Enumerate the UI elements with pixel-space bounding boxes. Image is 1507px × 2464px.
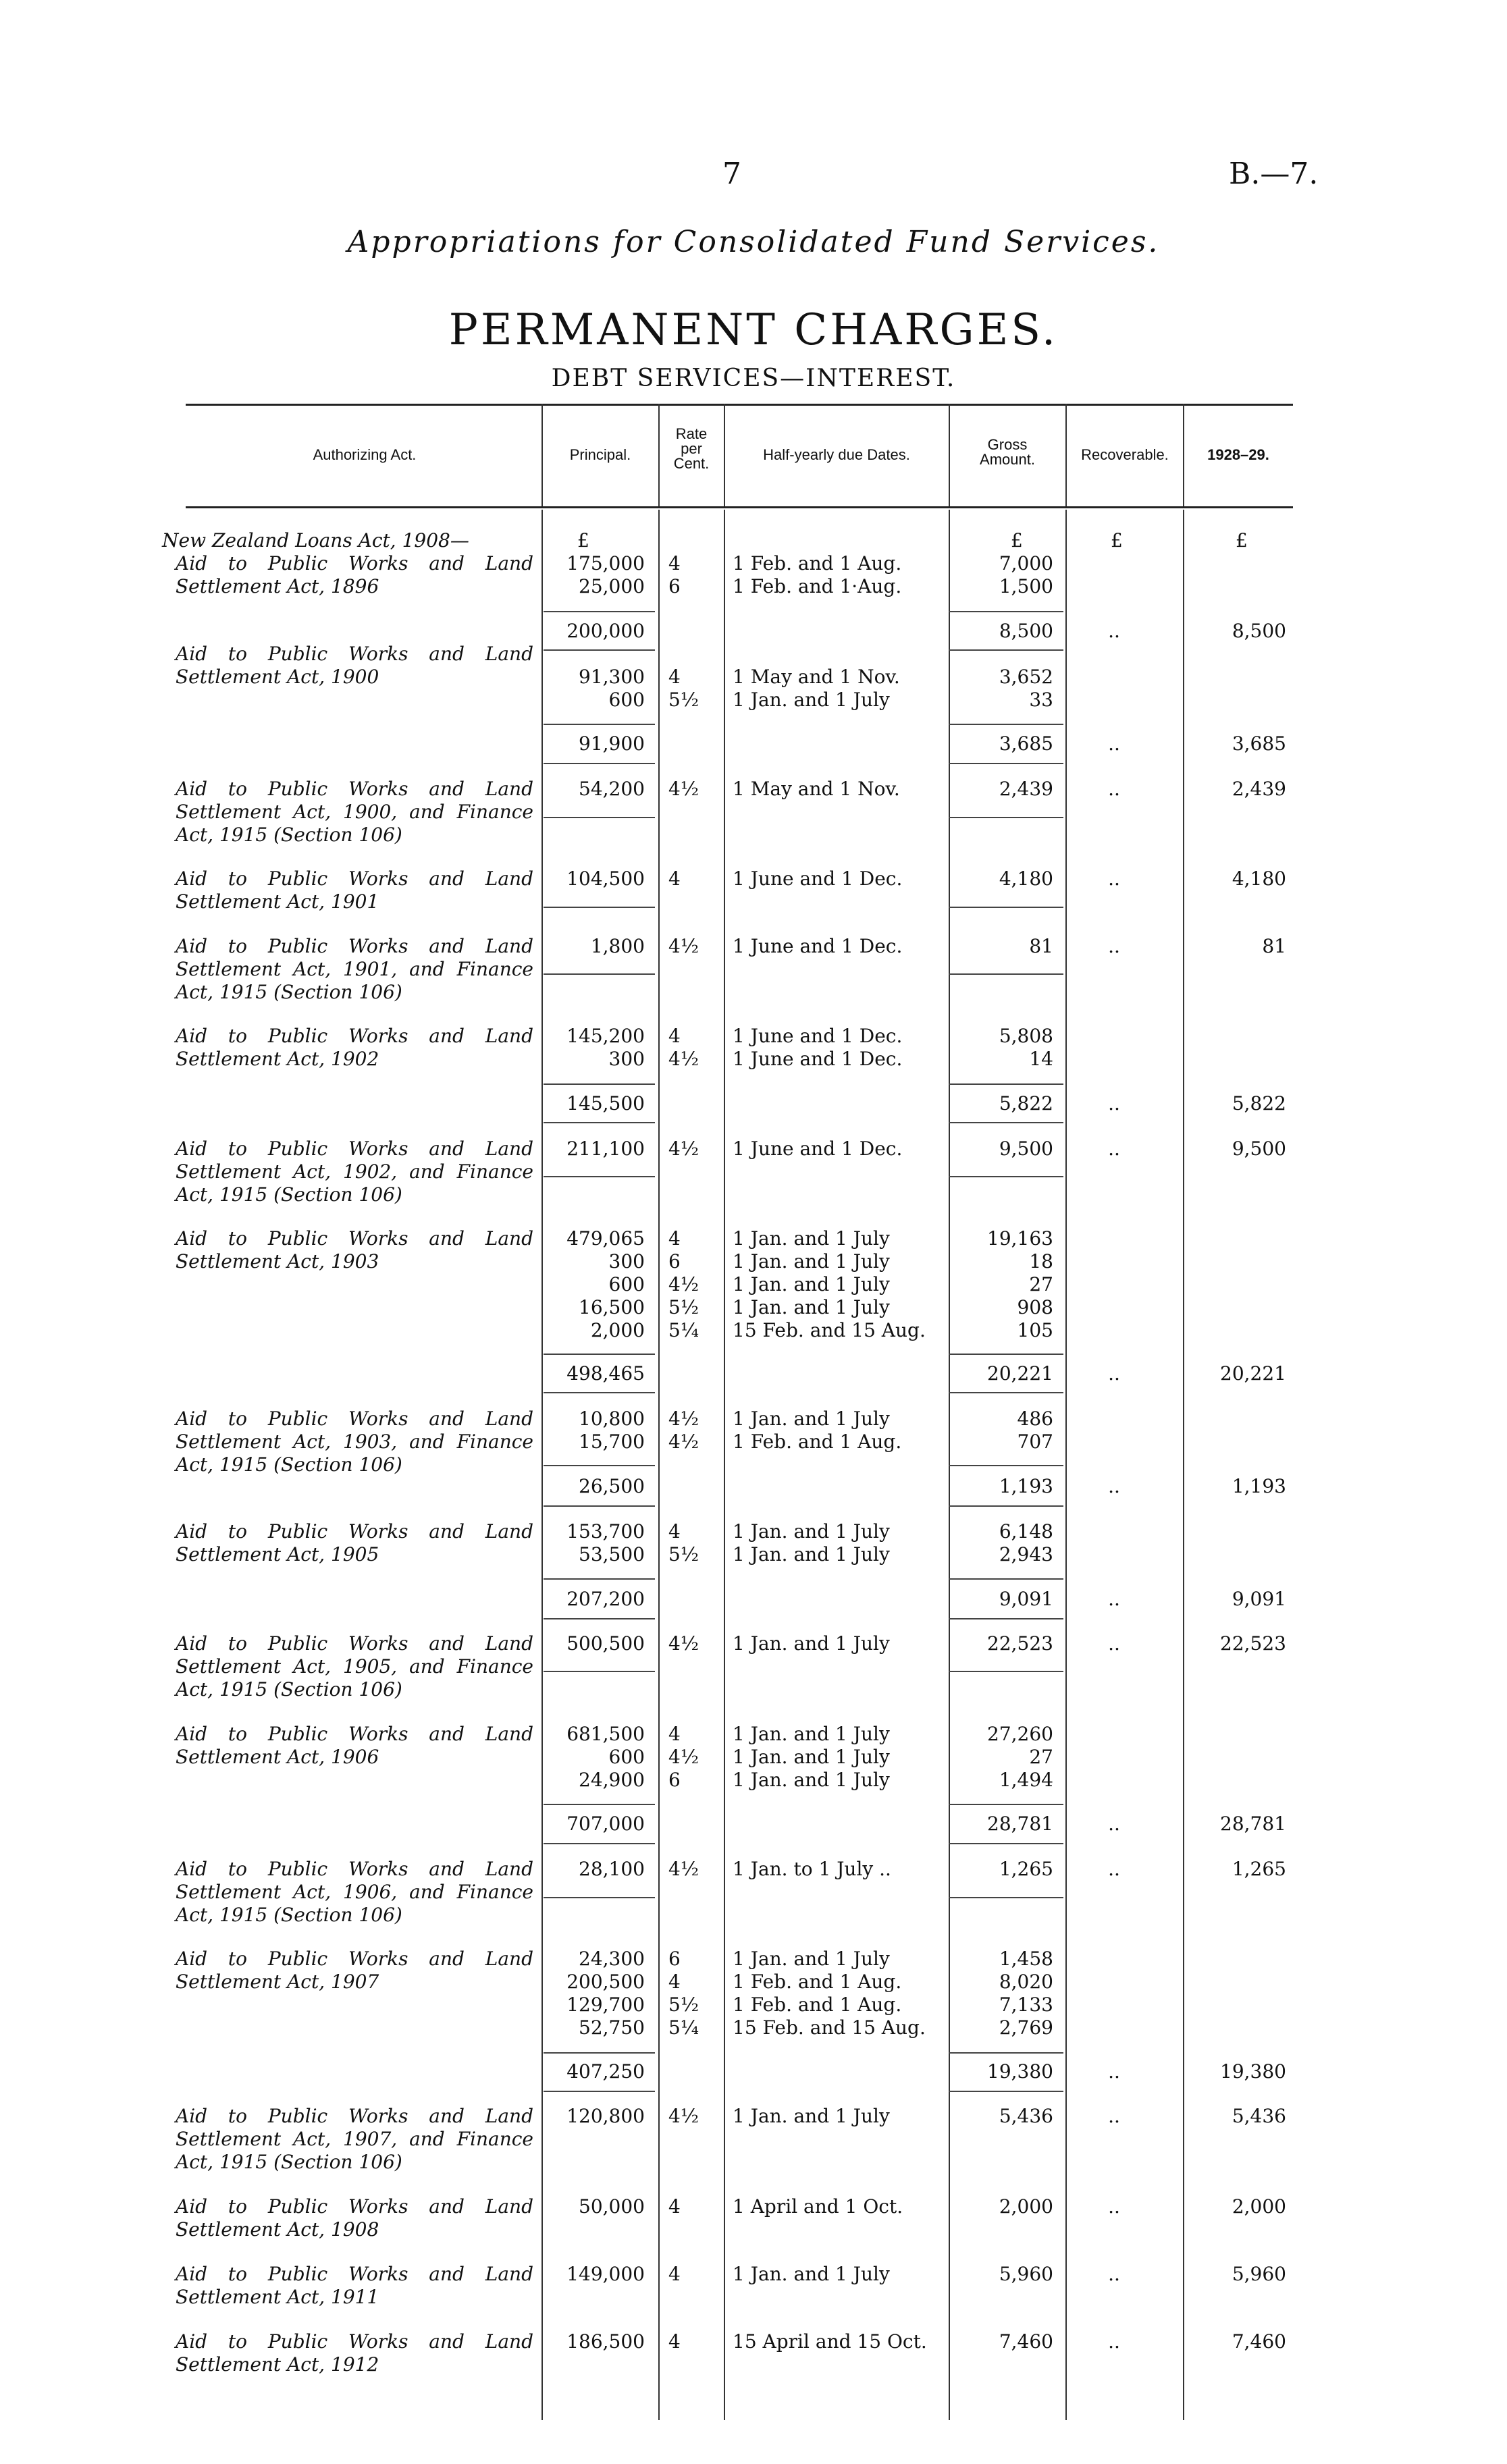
act-name: Aid to Public Works and Land Settlement Act, 1911 xyxy=(176,2263,533,2308)
rate: 4½ xyxy=(668,1632,699,1655)
due-dates: 1 Jan. and 1 July xyxy=(733,1723,890,1745)
principal: 91,300 xyxy=(579,666,645,688)
principal: 120,800 xyxy=(566,2105,645,2127)
year-amount: 9,091 xyxy=(1232,1588,1286,1610)
principal: 1,800 xyxy=(590,935,645,957)
rate: 4½ xyxy=(668,1137,699,1160)
row-rule xyxy=(949,907,1063,908)
gross-amount: 2,439 xyxy=(999,778,1053,800)
column-divider xyxy=(724,510,725,2420)
unit-gross: £ xyxy=(1011,529,1023,552)
act-name: Aid to Public Works and Land Settlement Act, 1901, and Finance Act, 1915 (Section 106) xyxy=(176,935,533,1003)
year-amount: 5,960 xyxy=(1232,2263,1286,2285)
principal: 54,200 xyxy=(579,778,645,800)
rate: 5¼ xyxy=(668,2016,699,2039)
gross-amount: 5,960 xyxy=(999,2263,1053,2285)
due-dates: 1 June and 1 Dec. xyxy=(733,935,903,957)
due-dates: 1 June and 1 Dec. xyxy=(733,867,903,890)
gross-total: 20,221 xyxy=(987,1362,1053,1385)
subtotal-rule xyxy=(949,1083,1063,1085)
rate: 4 xyxy=(668,666,681,688)
gross-amount: 5,436 xyxy=(999,2105,1053,2127)
subtotal-rule xyxy=(544,1505,655,1507)
act-name: Aid to Public Works and Land Settlement Act, 1905, and Finance Act, 1915 (Section 106) xyxy=(176,1632,533,1700)
principal: 145,200 xyxy=(566,1025,645,1047)
principal: 25,000 xyxy=(579,575,645,597)
gross-amount: 1,494 xyxy=(999,1769,1053,1791)
gross-total: 5,822 xyxy=(999,1092,1053,1115)
act-name: Aid to Public Works and Land Settlement Act, 1905 xyxy=(176,1520,533,1565)
subtotal-rule xyxy=(544,1843,655,1844)
year-amount: 28,781 xyxy=(1220,1813,1286,1835)
gross-amount: 1,500 xyxy=(999,575,1053,597)
principal: 300 xyxy=(608,1250,645,1273)
subtotal-rule xyxy=(949,1122,1063,1123)
rate: 6 xyxy=(668,575,681,597)
principal-total: 145,500 xyxy=(566,1092,645,1115)
year-amount: 1,265 xyxy=(1232,1858,1286,1880)
act-name: Aid to Public Works and Land Settlement Act, 1900 xyxy=(176,643,533,688)
rate: 4½ xyxy=(668,778,699,800)
principal: 175,000 xyxy=(566,552,645,574)
act-name: Aid to Public Works and Land Settlement Act, 1907, and Finance Act, 1915 (Section 106) xyxy=(176,2105,533,2173)
act-name: Aid to Public Works and Land Settlement Act, 1902 xyxy=(176,1025,533,1070)
gross-amount: 81 xyxy=(1029,935,1053,957)
rate: 4 xyxy=(668,1227,681,1250)
subtotal-rule xyxy=(544,2091,655,2092)
act-name: Aid to Public Works and Land Settlement Act, 1906, and Finance Act, 1915 (Section 106) xyxy=(176,1858,533,1926)
rate: 4 xyxy=(668,2330,681,2353)
due-dates: 1 Feb. and 1 Aug. xyxy=(733,1993,902,2016)
gross-amount: 4,180 xyxy=(999,867,1053,890)
page-number: 7 xyxy=(722,157,741,191)
principal: 600 xyxy=(608,689,645,711)
gross-total: 1,193 xyxy=(999,1475,1053,1497)
page-subtitle: Appropriations for Consolidated Fund Services. xyxy=(347,225,1160,259)
act-name: Aid to Public Works and Land Settlement Act, 1896 xyxy=(176,552,533,597)
due-dates: 1 Jan. and 1 July xyxy=(733,1250,890,1273)
row-rule xyxy=(949,1176,1063,1177)
header-recoverable: Recoverable. xyxy=(1081,446,1169,463)
subtotal-rule xyxy=(949,1505,1063,1507)
due-dates: 1 May and 1 Nov. xyxy=(733,666,900,688)
subtotal-rule xyxy=(544,1618,655,1619)
principal: 15,700 xyxy=(579,1430,645,1453)
subtotal-rule xyxy=(544,1578,655,1580)
year-amount: 5,436 xyxy=(1232,2105,1286,2127)
subtotal-rule xyxy=(949,611,1063,612)
rate: 4½ xyxy=(668,1408,699,1430)
rate: 4½ xyxy=(668,1858,699,1880)
subtotal-rule xyxy=(544,649,655,651)
recoverable: .. xyxy=(1108,1588,1120,1610)
row-rule xyxy=(544,907,655,908)
principal: 24,900 xyxy=(579,1769,645,1791)
rate: 4 xyxy=(668,1520,681,1543)
gross-total: 9,091 xyxy=(999,1588,1053,1610)
principal: 149,000 xyxy=(566,2263,645,2285)
act-name: Aid to Public Works and Land Settlement Act, 1903, and Finance Act, 1915 (Section 106) xyxy=(176,1408,533,1476)
gross-amount: 7,460 xyxy=(999,2330,1053,2353)
rate: 5½ xyxy=(668,689,699,711)
subtotal-rule xyxy=(949,1578,1063,1580)
recoverable: .. xyxy=(1108,620,1120,642)
principal: 53,500 xyxy=(579,1543,645,1565)
principal: 500,500 xyxy=(566,1632,645,1655)
subtotal-rule xyxy=(544,1122,655,1123)
subtotal-rule xyxy=(544,1392,655,1393)
rate: 4½ xyxy=(668,2105,699,2127)
principal: 300 xyxy=(608,1048,645,1070)
subtotal-rule xyxy=(949,763,1063,764)
rate: 4 xyxy=(668,552,681,574)
year-amount: 8,500 xyxy=(1232,620,1286,642)
act-name: Aid to Public Works and Land Settlement Act, 1902, and Finance Act, 1915 (Section 106) xyxy=(176,1137,533,1206)
row-rule xyxy=(949,973,1063,975)
year-amount: 5,822 xyxy=(1232,1092,1286,1115)
due-dates: 1 Jan. and 1 July xyxy=(733,2263,890,2285)
principal-total: 26,500 xyxy=(579,1475,645,1497)
column-divider xyxy=(1183,510,1184,2420)
recoverable: .. xyxy=(1108,1813,1120,1835)
act-name: Aid to Public Works and Land Settlement Act, 1906 xyxy=(176,1723,533,1768)
gross-amount: 5,808 xyxy=(999,1025,1053,1047)
due-dates: 15 April and 15 Oct. xyxy=(733,2330,927,2353)
gross-amount: 19,163 xyxy=(987,1227,1053,1250)
gross-amount: 8,020 xyxy=(999,1971,1053,1993)
subtotal-rule xyxy=(544,611,655,612)
year-amount: 2,000 xyxy=(1232,2195,1286,2218)
principal: 211,100 xyxy=(566,1137,645,1160)
row-rule xyxy=(544,1176,655,1177)
act-name: Aid to Public Works and Land Settlement Act, 1901 xyxy=(176,867,533,913)
header-authorizing-act: Authorizing Act. xyxy=(313,446,417,463)
year-amount: 9,500 xyxy=(1232,1137,1286,1160)
gross-amount: 2,943 xyxy=(999,1543,1053,1565)
rate: 5¼ xyxy=(668,1319,699,1341)
row-rule xyxy=(544,1897,655,1898)
subtotal-rule xyxy=(949,1465,1063,1466)
unit-principal: £ xyxy=(577,529,589,552)
subtotal-rule xyxy=(949,2091,1063,2092)
rate: 4½ xyxy=(668,1273,699,1295)
act-name: Aid to Public Works and Land Settlement Act, 1907 xyxy=(176,1948,533,1993)
rate: 5½ xyxy=(668,1543,699,1565)
recoverable: .. xyxy=(1108,1475,1120,1497)
principal-total: 707,000 xyxy=(566,1813,645,1835)
recoverable: .. xyxy=(1108,1362,1120,1385)
principal: 479,065 xyxy=(566,1227,645,1250)
year-amount: 4,180 xyxy=(1232,867,1286,890)
due-dates: 1 Jan. and 1 July xyxy=(733,689,890,711)
due-dates: 1 Feb. and 1·Aug. xyxy=(733,575,902,597)
due-dates: 1 Jan. and 1 July xyxy=(733,1632,890,1655)
row-rule xyxy=(544,1671,655,1672)
principal: 10,800 xyxy=(579,1408,645,1430)
gross-amount: 6,148 xyxy=(999,1520,1053,1543)
subtotal-rule xyxy=(544,1354,655,1355)
subtotal-rule xyxy=(949,1843,1063,1844)
rate: 5½ xyxy=(668,1993,699,2016)
principal: 600 xyxy=(608,1273,645,1295)
row-rule xyxy=(949,817,1063,818)
principal: 50,000 xyxy=(579,2195,645,2218)
due-dates: 1 Jan. and 1 July xyxy=(733,2105,890,2127)
gross-total: 8,500 xyxy=(999,620,1053,642)
gross-amount: 27,260 xyxy=(987,1723,1053,1745)
recoverable: .. xyxy=(1108,1092,1120,1115)
year-amount: 81 xyxy=(1262,935,1286,957)
year-amount: 22,523 xyxy=(1220,1632,1286,1655)
rate: 4 xyxy=(668,1971,681,1993)
recoverable: .. xyxy=(1108,1137,1120,1160)
column-divider xyxy=(1065,510,1067,2420)
due-dates: 1 Jan. and 1 July xyxy=(733,1227,890,1250)
principal: 24,300 xyxy=(579,1948,645,1970)
subtotal-rule xyxy=(544,1804,655,1805)
gross-amount: 3,652 xyxy=(999,666,1053,688)
year-amount: 1,193 xyxy=(1232,1475,1286,1497)
rate: 4 xyxy=(668,1723,681,1745)
recoverable: .. xyxy=(1108,732,1120,755)
gross-amount: 14 xyxy=(1029,1048,1053,1070)
year-amount: 7,460 xyxy=(1232,2330,1286,2353)
principal: 129,700 xyxy=(566,1993,645,2016)
principal: 681,500 xyxy=(566,1723,645,1745)
gross-amount: 1,265 xyxy=(999,1858,1053,1880)
due-dates: 1 Feb. and 1 Aug. xyxy=(733,552,902,574)
subtotal-rule xyxy=(949,724,1063,725)
principal: 600 xyxy=(608,1746,645,1768)
section-title: DEBT SERVICES—INTEREST. xyxy=(551,365,956,392)
unit-recoverable: £ xyxy=(1111,529,1123,552)
principal-total: 498,465 xyxy=(566,1362,645,1385)
header-rate: Rate per Cent. xyxy=(673,425,710,472)
act-name: Aid to Public Works and Land Settlement Act, 1900, and Finance Act, 1915 (Section 106) xyxy=(176,778,533,846)
recoverable: .. xyxy=(1108,2060,1120,2083)
gross-amount: 908 xyxy=(1017,1296,1053,1318)
recoverable: .. xyxy=(1108,2263,1120,2285)
principal: 200,500 xyxy=(566,1971,645,1993)
recoverable: .. xyxy=(1108,2105,1120,2127)
principal: 16,500 xyxy=(579,1296,645,1318)
gross-amount: 22,523 xyxy=(987,1632,1053,1655)
subtotal-rule xyxy=(949,1804,1063,1805)
rate: 4½ xyxy=(668,1430,699,1453)
year-amount: 2,439 xyxy=(1232,778,1286,800)
subtotal-rule xyxy=(544,1083,655,1085)
gross-amount: 486 xyxy=(1017,1408,1053,1430)
principal: 104,500 xyxy=(566,867,645,890)
subtotal-rule xyxy=(544,2052,655,2054)
recoverable: .. xyxy=(1108,1632,1120,1655)
gross-amount: 7,000 xyxy=(999,552,1053,574)
subtotal-rule xyxy=(544,724,655,725)
principal: 52,750 xyxy=(579,2016,645,2039)
due-dates: 1 Jan. to 1 July .. xyxy=(733,1858,891,1880)
year-amount: 3,685 xyxy=(1232,732,1286,755)
header-gross: Gross Amount. xyxy=(980,436,1035,468)
gross-amount: 2,000 xyxy=(999,2195,1053,2218)
act-name: Aid to Public Works and Land Settlement Act, 1912 xyxy=(176,2330,533,2376)
column-divider xyxy=(541,510,543,2420)
gross-amount: 27 xyxy=(1029,1746,1053,1768)
principal: 153,700 xyxy=(566,1520,645,1543)
due-dates: 1 Jan. and 1 July xyxy=(733,1296,890,1318)
due-dates: 1 Jan. and 1 July xyxy=(733,1543,890,1565)
row-rule xyxy=(949,1671,1063,1672)
rate: 4½ xyxy=(668,1746,699,1768)
principal: 28,100 xyxy=(579,1858,645,1880)
subtotal-rule xyxy=(949,1392,1063,1393)
due-dates: 1 April and 1 Oct. xyxy=(733,2195,903,2218)
header-year: 1928–29. xyxy=(1207,446,1269,463)
table-top-rule xyxy=(186,404,1293,406)
principal-total: 91,900 xyxy=(579,732,645,755)
rate: 4½ xyxy=(668,1048,699,1070)
due-dates: 15 Feb. and 15 Aug. xyxy=(733,1319,926,1341)
header-principal: Principal. xyxy=(569,446,631,463)
row-rule xyxy=(949,1897,1063,1898)
page-title: PERMANENT CHARGES. xyxy=(448,305,1059,355)
rate: 4 xyxy=(668,2263,681,2285)
recoverable: .. xyxy=(1108,778,1120,800)
rate: 6 xyxy=(668,1948,681,1970)
subtotal-rule xyxy=(949,1354,1063,1355)
gross-total: 28,781 xyxy=(987,1813,1053,1835)
act-name: Aid to Public Works and Land Settlement Act, 1903 xyxy=(176,1227,533,1273)
act-name: Aid to Public Works and Land Settlement Act, 1908 xyxy=(176,2195,533,2241)
unit-year: £ xyxy=(1236,529,1248,552)
document-code: B.—7. xyxy=(1229,157,1319,191)
gross-amount: 1,458 xyxy=(999,1948,1053,1970)
subtotal-rule xyxy=(949,649,1063,651)
header-dates: Half-yearly due Dates. xyxy=(763,446,910,463)
row-rule xyxy=(544,973,655,975)
gross-amount: 2,769 xyxy=(999,2016,1053,2039)
subtotal-rule xyxy=(544,1465,655,1466)
rate: 4 xyxy=(668,867,681,890)
due-dates: 1 Jan. and 1 July xyxy=(733,1520,890,1543)
due-dates: 1 Feb. and 1 Aug. xyxy=(733,1971,902,1993)
due-dates: 15 Feb. and 15 Aug. xyxy=(733,2016,926,2039)
gross-amount: 105 xyxy=(1017,1319,1053,1341)
rate: 4 xyxy=(668,2195,681,2218)
due-dates: 1 Jan. and 1 July xyxy=(733,1273,890,1295)
rate: 4 xyxy=(668,1025,681,1047)
recoverable: .. xyxy=(1108,935,1120,957)
due-dates: 1 June and 1 Dec. xyxy=(733,1025,903,1047)
subtotal-rule xyxy=(949,2052,1063,2054)
year-amount: 20,221 xyxy=(1220,1362,1286,1385)
subtotal-rule xyxy=(949,1618,1063,1619)
due-dates: 1 May and 1 Nov. xyxy=(733,778,900,800)
due-dates: 1 Jan. and 1 July xyxy=(733,1769,890,1791)
table-header-rule xyxy=(186,506,1293,508)
year-amount: 19,380 xyxy=(1220,2060,1286,2083)
recoverable: .. xyxy=(1108,867,1120,890)
gross-amount: 18 xyxy=(1029,1250,1053,1273)
principal: 2,000 xyxy=(590,1319,645,1341)
due-dates: 1 Jan. and 1 July xyxy=(733,1948,890,1970)
gross-amount: 7,133 xyxy=(999,1993,1053,2016)
due-dates: 1 June and 1 Dec. xyxy=(733,1137,903,1160)
recoverable: .. xyxy=(1108,1858,1120,1880)
act-heading: New Zealand Loans Act, 1908— xyxy=(162,529,469,552)
subtotal-rule xyxy=(544,763,655,764)
principal: 186,500 xyxy=(566,2330,645,2353)
due-dates: 1 June and 1 Dec. xyxy=(733,1048,903,1070)
due-dates: 1 Feb. and 1 Aug. xyxy=(733,1430,902,1453)
rate: 6 xyxy=(668,1769,681,1791)
principal-total: 407,250 xyxy=(566,2060,645,2083)
principal-total: 207,200 xyxy=(566,1588,645,1610)
due-dates: 1 Jan. and 1 July xyxy=(733,1408,890,1430)
recoverable: .. xyxy=(1108,2330,1120,2353)
principal-total: 200,000 xyxy=(566,620,645,642)
recoverable: .. xyxy=(1108,2195,1120,2218)
gross-total: 3,685 xyxy=(999,732,1053,755)
due-dates: 1 Jan. and 1 July xyxy=(733,1746,890,1768)
rate: 4½ xyxy=(668,935,699,957)
gross-total: 19,380 xyxy=(987,2060,1053,2083)
row-rule xyxy=(544,817,655,818)
rate: 6 xyxy=(668,1250,681,1273)
column-divider xyxy=(658,510,660,2420)
gross-amount: 707 xyxy=(1017,1430,1053,1453)
gross-amount: 33 xyxy=(1029,689,1053,711)
rate: 5½ xyxy=(668,1296,699,1318)
gross-amount: 27 xyxy=(1029,1273,1053,1295)
gross-amount: 9,500 xyxy=(999,1137,1053,1160)
